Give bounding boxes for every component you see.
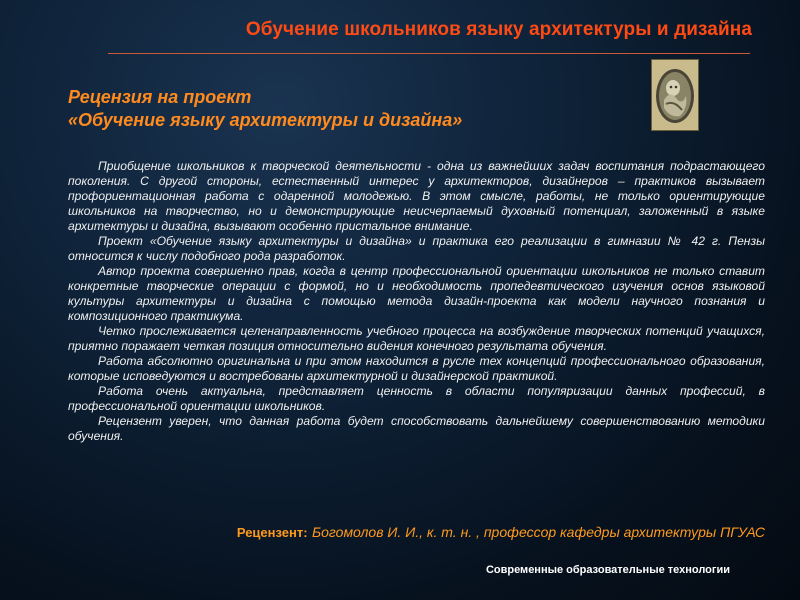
reviewer-signature: [0, 524, 765, 542]
review-paragraph: Четко прослеживается целенаправленность учебного процесса на возбуждение творческих потенций учащихся, приятно поражает четкая позиция относительно видения конечного результата обучения.: [68, 324, 765, 353]
footer-caption: Современные образовательные технологии: [485, 564, 730, 576]
sculpture-medallion-icon: [651, 59, 699, 131]
review-paragraph: Работа очень актуальна, представляет ценность в области популяризации данных профессий, в профессиональной ориентации школьников.: [68, 384, 765, 413]
reviewer-name: Богомолов И. И., к. т. н. , профессор кафедры архитектуры ПГУАС: [312, 524, 765, 540]
review-heading: [68, 86, 462, 132]
review-paragraph: Проект «Обучение языку архитектуры и дизайна» и практика его реализации в гимназии № 42 г. Пензы относится к числу подобного рода разработок.: [68, 234, 765, 263]
review-body: [68, 159, 765, 444]
review-paragraph: Рецензент уверен, что данная работа будет способствовать дальнейшему совершенствованию методики обучения.: [68, 414, 765, 443]
review-paragraph: Приобщение школьников к творческой деятельности - одна из важнейших задач воспитания подрастающего поколения. С другой стороны, естественный интерес у архитекторов, дизайнеров – практиков вызывает профориентационная работа с одаренной молодежью. В этом смысле, работы, не только ориентирующие школьников на творчество, но и демонстрирующие неисчерпаемый духовный потенциал, заложенный в языке архитектуры и дизайна, вызывают особенно пристальное внимание.: [68, 159, 765, 233]
review-paragraph: Автор проекта совершенно прав, когда в центр профессиональной ориентации школьников не только ставит конкретные творческие операции с формой, но и необходимость пропедевтического изучения основ языковой культуры архитектуры и дизайна с помощью метода дизайн-проекта как модели научного познания и композиционного практикума.: [68, 264, 765, 323]
review-paragraph: Работа абсолютно оригинальна и при этом находится в русле тех концепций профессионального образования, которые исповедуются и востребованы архитектурной и дизайнерской практикой.: [68, 354, 765, 383]
review-heading-line1: Рецензия на проект: [68, 87, 252, 107]
slide-title: Обучение школьников языку архитектуры и дизайна: [245, 19, 752, 40]
reviewer-label: Рецензент:: [236, 525, 308, 540]
review-heading-line2: «Обучение языку архитектуры и дизайна»: [68, 110, 463, 130]
title-divider: [108, 53, 750, 54]
